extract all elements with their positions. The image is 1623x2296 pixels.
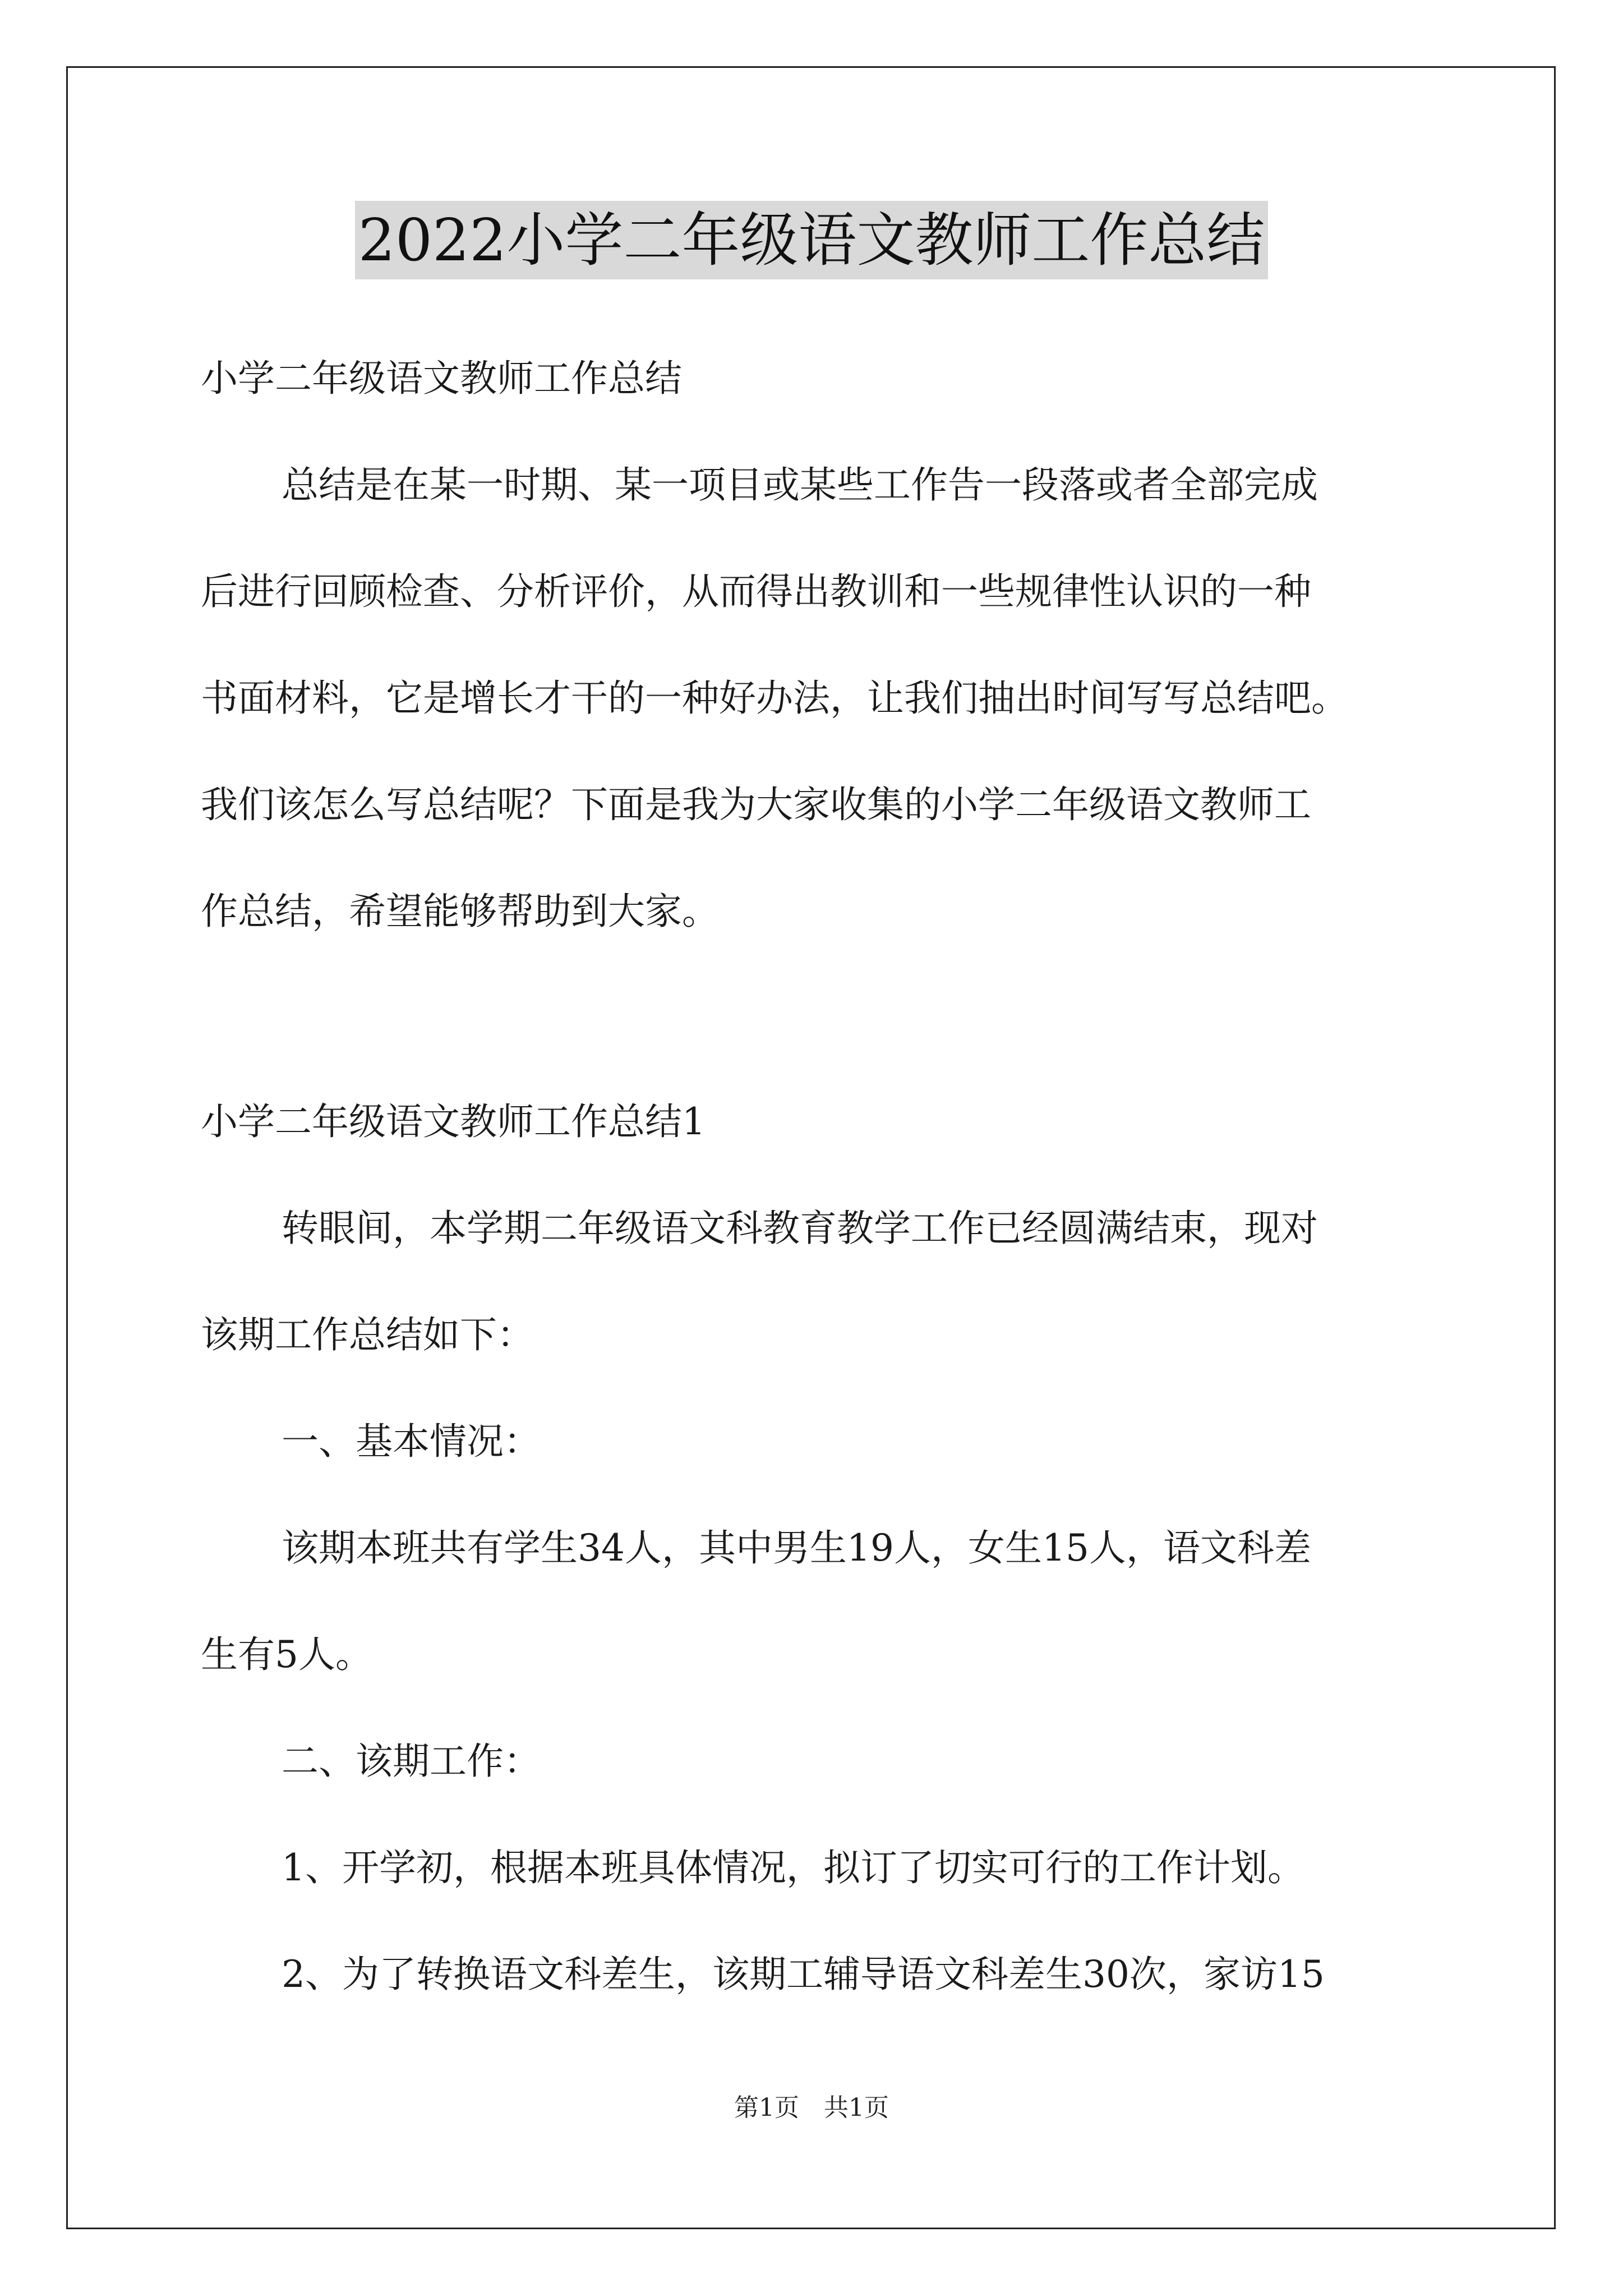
paragraph-line: 该期本班共有学生34人，其中男生19人，女生15人，语文科差: [282, 1526, 1311, 1570]
paragraph-line: 转眼间，本学期二年级语文科教育教学工作已经圆满结束，现对: [282, 1207, 1318, 1250]
subtitle-line: 小学二年级语文教师工作总结: [201, 357, 682, 400]
paragraph-line: 后进行回顾检查、分析评价，从而得出教训和一些规律性认识的一种: [201, 570, 1311, 613]
paragraph-line: 我们该怎么写总结呢？下面是我为大家收集的小学二年级语文教师工: [201, 783, 1311, 826]
paragraph-line: 书面材料，它是增长才干的一种好办法，让我们抽出时间写写总结吧。: [201, 677, 1348, 720]
list-item-line: 2、为了转换语文科差生，该期工辅导语文科差生30次，家访15: [282, 1953, 1325, 1996]
title-container: [0, 201, 1623, 279]
document-title: 2022小学二年级语文教师工作总结: [355, 201, 1269, 279]
paragraph-line: 生有5人。: [201, 1633, 372, 1676]
paragraph-line: 该期工作总结如下：: [201, 1313, 534, 1356]
page-number-footer: 第1页 共1页: [734, 2093, 889, 2122]
subheading-line: 二、该期工作：: [282, 1740, 541, 1783]
paragraph-line: 作总结，希望能够帮助到大家。: [201, 890, 719, 933]
subheading-line: 一、基本情况：: [282, 1420, 541, 1463]
paragraph-line: 总结是在某一时期、某一项目或某些工作告一段落或者全部完成: [282, 463, 1318, 507]
list-item-line: 1、开学初，根据本班具体情况，拟订了切实可行的工作计划。: [282, 1846, 1304, 1889]
section-heading: 小学二年级语文教师工作总结1: [201, 1100, 706, 1143]
